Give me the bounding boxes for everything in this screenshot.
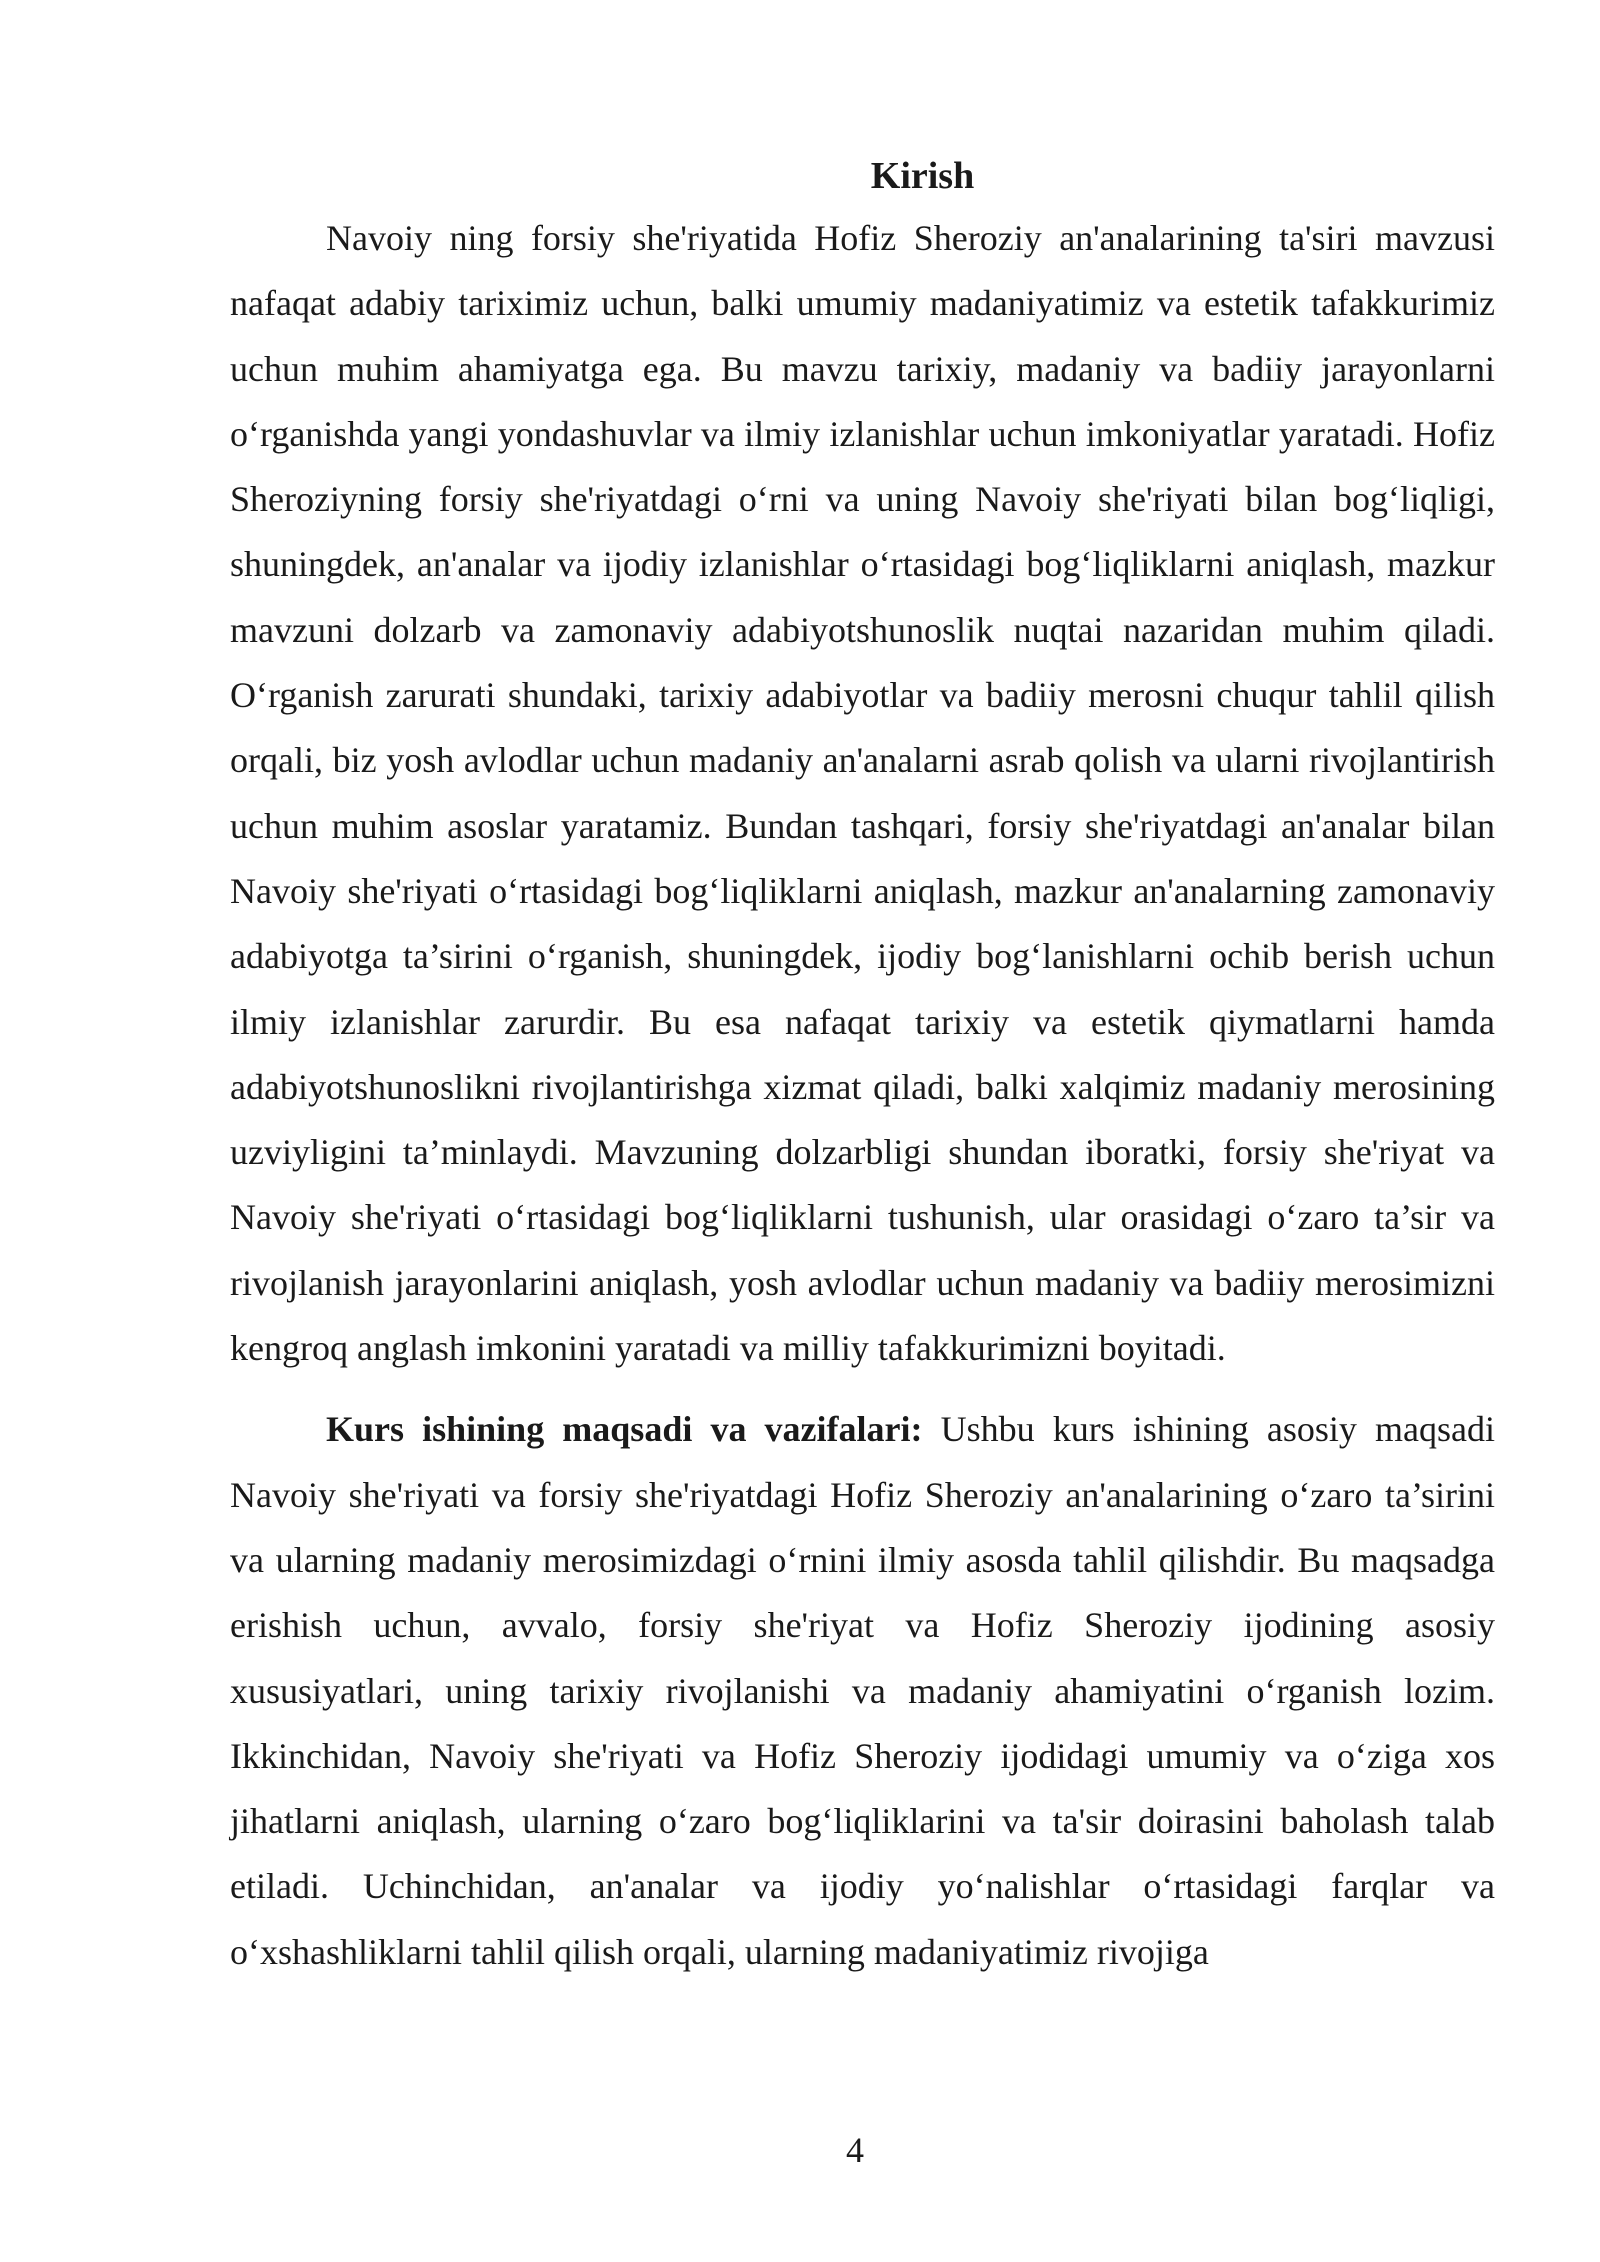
goals-paragraph [230,1397,1495,1985]
goals-lead-text: Kurs ishining maqsadi va vazifalari: [326,1409,923,1450]
intro-paragraph: Navoiy ning forsiy she'riyatida Hofiz Sheroziy an'analarining ta'siri mavzusi nafaqat adabiy tariximiz uchun, balki umumiy madaniyatimiz va estetik tafakkurimiz uchun muhim ahamiyatga ega. Bu mavzu tarixiy, madaniy va badiiy jarayonlarni o‘rganishda yangi yondashuvlar va ilmiy izlanishlar uchun imkoniyatlar yaratadi. Hofiz Sheroziyning forsiy she'riyatdagi o‘rni va uning Navoiy she'riyati bilan bog‘liqligi, shuningdek, an'analar va ijodiy izlanishlar o‘rtasidagi bog‘liqliklarni aniqlash, mazkur mavzuni dolzarb va zamonaviy adabiyotshunoslik nuqtai nazaridan muhim qiladi. O‘rganish zarurati shundaki, tarixiy adabiyotlar va badiiy merosni chuqur tahlil qilish orqali, biz yosh avlodlar uchun madaniy an'analarni asrab qolish va ularni rivojlantirish uchun muhim asoslar yaratamiz. Bundan tashqari, forsiy she'riyatdagi an'analar bilan Navoiy she'riyati o‘rtasidagi bog‘liqliklarni aniqlash, mazkur an'analarning zamonaviy adabiyotga ta’sirini o‘rganish, shuningdek, ijodiy bog‘lanishlarni ochib berish uchun ilmiy izlanishlar zarurdir. Bu esa nafaqat tarixiy va estetik qiymatlarni hamda adabiyotshunoslikni rivojlantirishga xizmat qiladi, balki xalqimiz madaniy merosining uzviyligini ta’minlaydi. Mavzuning dolzarbligi shundan iboratki, forsiy she'riyat va Navoiy she'riyati o‘rtasidagi bog‘liqliklarni tushunish, ular orasidagi o‘zaro ta’sir va rivojlanish jarayonlarini aniqlash, yosh avlodlar uchun madaniy va badiiy merosimizni kengroq anglash imkonini yaratadi va milliy tafakkurimizni boyitadi. [230,218,1495,1369]
document-page [230,148,1495,2198]
goals-body-text: Ushbu kurs ishining asosiy maqsadi Navoiy she'riyati va forsiy she'riyatdagi Hofiz Sheroziy an'analarining o‘zaro ta’sirini va ularning madaniy merosimizdagi o‘rnini ilmiy asosda tahlil qilishdir. Bu maqsadga erishish uchun, avvalo, forsiy she'riyat va Hofiz Sheroziy ijodining asosiy xususiyatlari, uning tarixiy rivojlanishi va madaniy ahamiyatini o‘rganish lozim. Ikkinchidan, Navoiy she'riyati va Hofiz Sheroziy ijodidagi umumiy va o‘ziga xos jihatlarni aniqlash, ularning o‘zaro bog‘liqliklarini va ta'sir doirasini baholash talab etiladi. Uchinchidan, an'analar va ijodiy yo‘nalishlar o‘rtasidagi farqlar va o‘xshashliklarni tahlil qilish orqali, ularning madaniyatimiz rivojiga [230,1409,1495,1972]
section-heading: Kirish [870,155,975,197]
page-number: 4 [846,2130,864,2170]
